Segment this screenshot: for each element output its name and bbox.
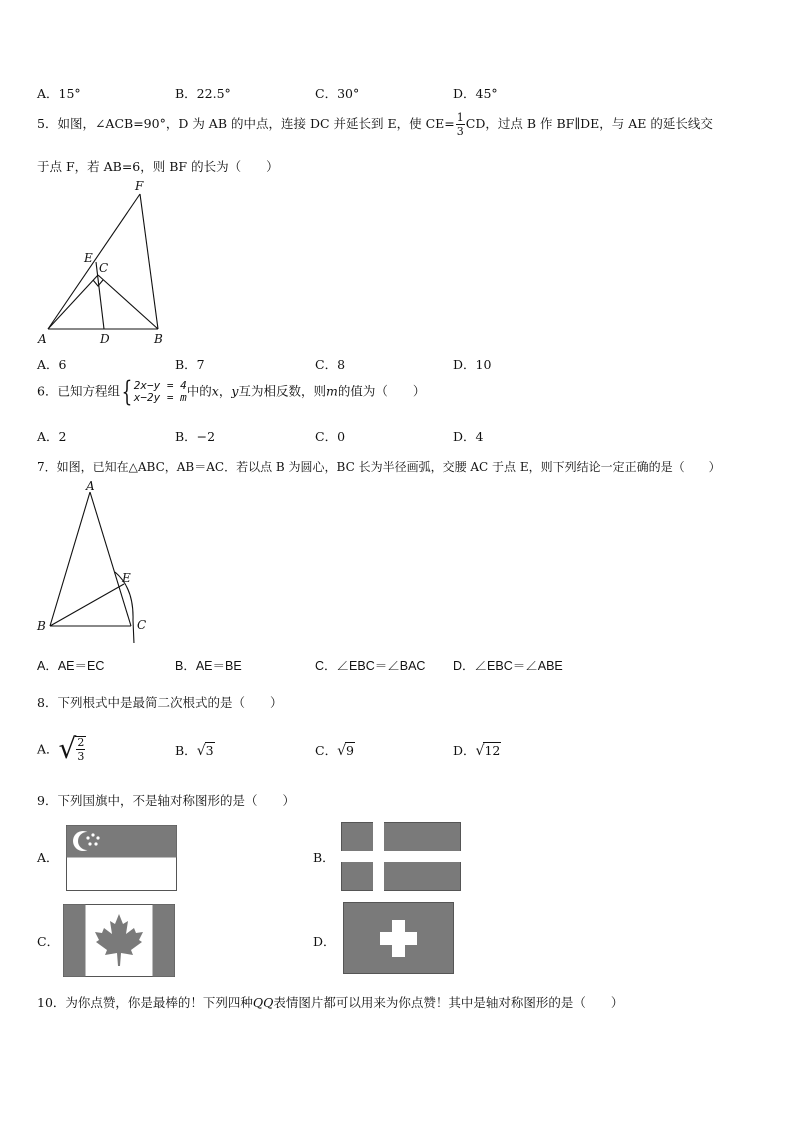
q10-qq: QQ — [252, 995, 274, 1010]
q8-c-radicand: 9 — [346, 743, 354, 758]
q5-line-fb — [140, 194, 158, 329]
q5-label-e: E — [84, 251, 93, 265]
q6-var-x: x — [211, 383, 219, 399]
q5-option-b[interactable]: B．7 — [175, 357, 205, 372]
q8-radical-sign-b: √ — [196, 743, 206, 759]
q6-var-y: y — [231, 383, 239, 399]
singapore-flag-icon[interactable] — [66, 825, 177, 891]
q5-line-af — [48, 194, 140, 329]
q6-text-b: 互为相反数，则 — [238, 383, 326, 399]
q8-option-a[interactable] — [37, 732, 87, 765]
q7-label-b: B — [37, 619, 46, 633]
q8-option-a-label: A． — [37, 741, 59, 757]
q5-text-b: CD，过点 B 作 BF∥DE，与 AE 的延长线交 — [465, 116, 713, 131]
q6-text-a: 中的 — [186, 383, 212, 399]
q7-label-a: A — [86, 479, 95, 493]
q8-d-radicand: 12 — [484, 743, 501, 758]
q8-option-c-label: C． — [315, 743, 338, 758]
q6-eq1: 2x−y = 4 — [133, 379, 187, 392]
q9-option-c[interactable]: C． — [37, 934, 60, 949]
q5-stem-line2: 于点 F，若 AB=6，则 BF 的长为（ ） — [37, 159, 279, 174]
q6-option-b[interactable]: B．−2 — [175, 429, 216, 444]
q5-label-b: B — [154, 332, 163, 346]
q5-label-d: D — [100, 332, 110, 346]
q4-option-c[interactable]: C．30° — [315, 86, 360, 101]
q8-option-d[interactable] — [453, 741, 501, 759]
canada-flag-icon[interactable] — [63, 904, 175, 977]
q5-line-ac — [48, 275, 98, 329]
q6-option-d[interactable]: D．4 — [453, 429, 484, 444]
q5-frac-den: 3 — [456, 125, 464, 138]
q8-option-d-label: D． — [453, 743, 476, 758]
q6-option-a[interactable]: A．2 — [37, 429, 67, 444]
q5-figure — [30, 175, 180, 350]
q5-label-f: F — [135, 179, 144, 193]
q8-a-den: 3 — [77, 749, 85, 763]
q7-line-ab — [50, 492, 90, 626]
q5-stem-line1 — [37, 112, 713, 137]
q5-option-a[interactable]: A．6 — [37, 357, 67, 372]
q6-text-prefix: 6．已知方程组 — [37, 383, 120, 399]
q7-line-ac — [90, 492, 131, 626]
q9-option-a[interactable]: A． — [37, 850, 59, 865]
q8-radical-sign-a: √ — [58, 732, 77, 765]
denmark-flag-icon[interactable] — [341, 822, 461, 891]
q5-fraction — [456, 112, 465, 137]
q7-option-c[interactable]: C．∠EBC＝∠BAC — [315, 659, 426, 673]
q5-option-d[interactable]: D．10 — [453, 357, 492, 372]
q7-figure — [30, 478, 160, 643]
q6-option-c[interactable]: C．0 — [315, 429, 346, 444]
q9-option-b[interactable]: B． — [313, 850, 335, 865]
q6-var-m: m — [325, 383, 338, 399]
q7-stem: 7．如图，已知在△ABC，AB＝AC．若以点 B 为圆心，BC 长为半径画弧，交腰 AC 于点 E，则下列结论一定正确的是（ ） — [37, 460, 721, 474]
q8-b-radicand: 3 — [205, 743, 214, 758]
q8-a-num: 2 — [77, 735, 85, 749]
q7-option-a[interactable]: A．AE＝EC — [37, 659, 105, 673]
q7-option-d[interactable]: D．∠EBC＝∠ABE — [453, 659, 563, 673]
q6-stem — [37, 375, 426, 408]
q8-option-b[interactable] — [175, 741, 215, 759]
q5-label-c: C — [99, 261, 109, 275]
q7-label-e: E — [122, 571, 131, 585]
q8-option-c[interactable] — [315, 741, 355, 759]
q10-text-suffix: 表情图片都可以用来为你点赞！其中是轴对称图形的是（ ） — [273, 995, 624, 1010]
q9-option-d[interactable]: D． — [313, 934, 336, 949]
q7-option-b[interactable]: B．AE＝BE — [175, 659, 242, 673]
switzerland-flag-icon[interactable] — [343, 902, 454, 974]
q5-frac-num: 1 — [456, 111, 464, 124]
q8-option-b-label: B． — [175, 743, 197, 758]
q6-eq2: x−2y = m — [133, 391, 187, 404]
q10-text-prefix: 10．为你点赞，你是最棒的！下列四种 — [37, 995, 253, 1010]
q7-label-c: C — [137, 618, 147, 632]
q10-stem — [37, 993, 623, 1011]
q6-brace: { — [121, 375, 133, 408]
q4-option-d[interactable]: D．45° — [453, 86, 498, 101]
q6-text-c: 的值为（ ） — [337, 383, 426, 399]
q8-radical-sign-c: √ — [337, 743, 346, 759]
q9-stem: 9．下列国旗中，不是轴对称图形的是（ ） — [37, 793, 295, 808]
q5-text-a: 5．如图，∠ACB=90°，D 为 AB 的中点，连接 DC 并延长到 E，使 CE= — [37, 116, 455, 131]
q5-line-cb — [98, 275, 158, 329]
q8-radical-sign-d: √ — [475, 743, 485, 759]
q6-comma: ， — [218, 383, 232, 399]
q4-option-a[interactable]: A．15° — [37, 86, 81, 101]
q5-label-a: A — [38, 332, 47, 346]
q8-option-a-fraction — [75, 736, 86, 762]
q4-option-b[interactable]: B．22.5° — [175, 86, 231, 101]
q6-equation-system — [134, 380, 187, 404]
q5-option-c[interactable]: C．8 — [315, 357, 346, 372]
q8-stem: 8．下列根式中是最简二次根式的是（ ） — [37, 695, 283, 710]
